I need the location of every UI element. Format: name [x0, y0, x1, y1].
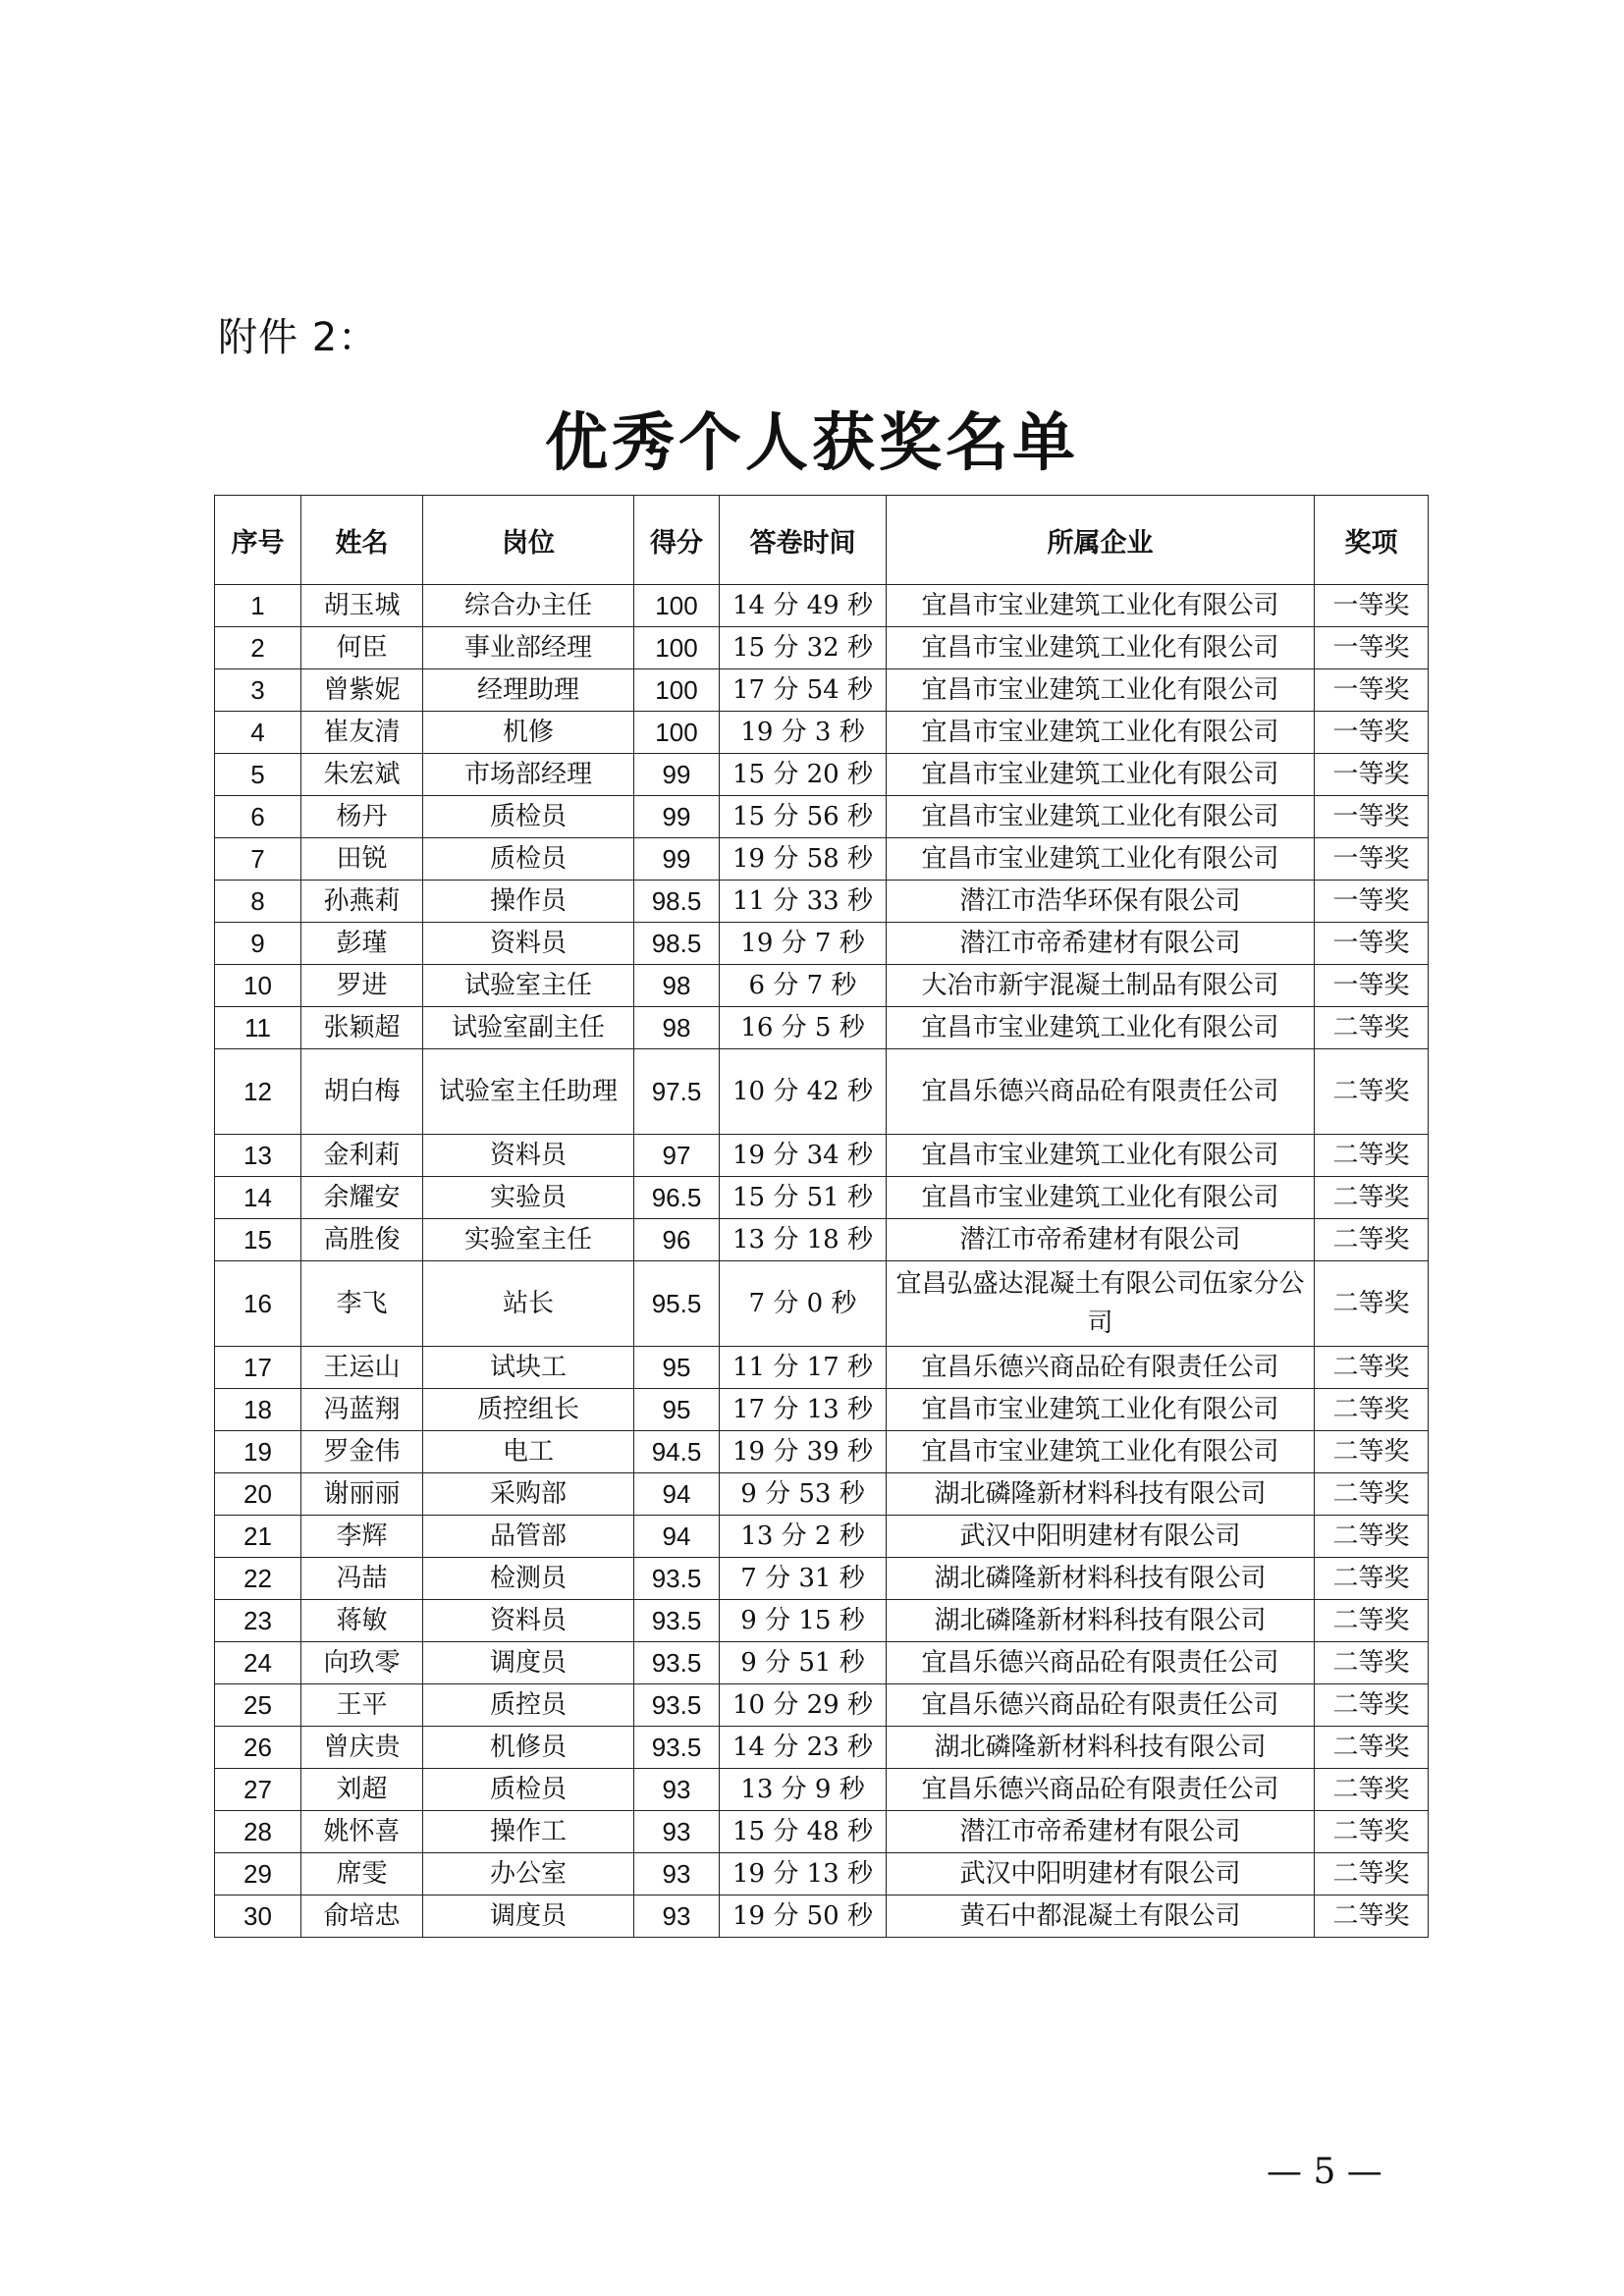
- table-row: [215, 712, 1429, 754]
- cell-index: 7: [215, 838, 301, 881]
- cell-time: 19 分 34 秒: [720, 1135, 887, 1177]
- cell-position: 操作工: [423, 1811, 634, 1853]
- table-row: [215, 1896, 1429, 1938]
- cell-award: 二等奖: [1315, 1896, 1429, 1938]
- cell-score: 98.5: [634, 881, 720, 923]
- cell-score: 94: [634, 1473, 720, 1516]
- cell-time: 10 分 42 秒: [720, 1049, 887, 1135]
- cell-position: 资料员: [423, 923, 634, 965]
- cell-score: 98: [634, 1007, 720, 1049]
- cell-position: 机修员: [423, 1727, 634, 1769]
- cell-name: 胡白梅: [301, 1049, 423, 1135]
- cell-index: 17: [215, 1347, 301, 1389]
- table-row: [215, 1853, 1429, 1896]
- cell-index: 21: [215, 1516, 301, 1558]
- cell-score: 94: [634, 1516, 720, 1558]
- cell-award: 二等奖: [1315, 1049, 1429, 1135]
- cell-award: 一等奖: [1315, 754, 1429, 796]
- cell-name: 谢丽丽: [301, 1473, 423, 1516]
- cell-score: 93: [634, 1896, 720, 1938]
- cell-index: 29: [215, 1853, 301, 1896]
- cell-company: 宜昌市宝业建筑工业化有限公司: [887, 796, 1315, 838]
- cell-time: 19 分 58 秒: [720, 838, 887, 881]
- cell-position: 事业部经理: [423, 627, 634, 669]
- cell-position: 调度员: [423, 1896, 634, 1938]
- cell-time: 19 分 13 秒: [720, 1853, 887, 1896]
- cell-score: 95.5: [634, 1261, 720, 1347]
- cell-index: 11: [215, 1007, 301, 1049]
- cell-time: 15 分 51 秒: [720, 1177, 887, 1219]
- cell-name: 张颖超: [301, 1007, 423, 1049]
- cell-score: 100: [634, 669, 720, 712]
- cell-time: 15 分 32 秒: [720, 627, 887, 669]
- cell-name: 向玖零: [301, 1642, 423, 1684]
- cell-name: 俞培忠: [301, 1896, 423, 1938]
- table-row: [215, 1811, 1429, 1853]
- cell-time: 15 分 48 秒: [720, 1811, 887, 1853]
- cell-company: 宜昌市宝业建筑工业化有限公司: [887, 838, 1315, 881]
- table-row: [215, 796, 1429, 838]
- cell-award: 一等奖: [1315, 838, 1429, 881]
- cell-position: 资料员: [423, 1600, 634, 1642]
- cell-award: 二等奖: [1315, 1347, 1429, 1389]
- cell-index: 30: [215, 1896, 301, 1938]
- cell-company: 潜江市帝希建材有限公司: [887, 923, 1315, 965]
- cell-name: 崔友清: [301, 712, 423, 754]
- cell-award: 二等奖: [1315, 1135, 1429, 1177]
- cell-index: 23: [215, 1600, 301, 1642]
- cell-company: 潜江市帝希建材有限公司: [887, 1811, 1315, 1853]
- cell-award: 二等奖: [1315, 1261, 1429, 1347]
- cell-index: 5: [215, 754, 301, 796]
- cell-score: 99: [634, 796, 720, 838]
- table-row: [215, 669, 1429, 712]
- cell-position: 资料员: [423, 1135, 634, 1177]
- table-row: [215, 881, 1429, 923]
- cell-award: 二等奖: [1315, 1007, 1429, 1049]
- cell-award: 二等奖: [1315, 1177, 1429, 1219]
- cell-time: 9 分 53 秒: [720, 1473, 887, 1516]
- cell-index: 22: [215, 1558, 301, 1600]
- cell-company: 湖北磷隆新材料科技有限公司: [887, 1558, 1315, 1600]
- table-row: [215, 1642, 1429, 1684]
- table-row: [215, 627, 1429, 669]
- table-row: [215, 1389, 1429, 1431]
- cell-award: 二等奖: [1315, 1219, 1429, 1261]
- table-row: [215, 965, 1429, 1007]
- cell-name: 田锐: [301, 838, 423, 881]
- cell-award: 二等奖: [1315, 1853, 1429, 1896]
- cell-score: 96: [634, 1219, 720, 1261]
- cell-score: 95: [634, 1389, 720, 1431]
- cell-time: 19 分 39 秒: [720, 1431, 887, 1473]
- cell-position: 试验室主任: [423, 965, 634, 1007]
- cell-company: 武汉中阳明建材有限公司: [887, 1516, 1315, 1558]
- cell-index: 1: [215, 585, 301, 627]
- table-row: [215, 1261, 1429, 1347]
- cell-score: 96.5: [634, 1177, 720, 1219]
- cell-index: 14: [215, 1177, 301, 1219]
- cell-award: 一等奖: [1315, 965, 1429, 1007]
- cell-position: 质控员: [423, 1684, 634, 1727]
- cell-score: 93: [634, 1853, 720, 1896]
- cell-award: 二等奖: [1315, 1389, 1429, 1431]
- cell-time: 17 分 13 秒: [720, 1389, 887, 1431]
- cell-position: 品管部: [423, 1516, 634, 1558]
- cell-company: 潜江市帝希建材有限公司: [887, 1219, 1315, 1261]
- cell-index: 27: [215, 1769, 301, 1811]
- cell-time: 15 分 56 秒: [720, 796, 887, 838]
- cell-index: 2: [215, 627, 301, 669]
- cell-score: 97: [634, 1135, 720, 1177]
- col-header-time: 答卷时间: [720, 496, 887, 585]
- cell-company: 宜昌市宝业建筑工业化有限公司: [887, 1135, 1315, 1177]
- attachment-label: 附件 2：: [218, 315, 379, 360]
- cell-score: 95: [634, 1347, 720, 1389]
- cell-score: 99: [634, 754, 720, 796]
- cell-award: 二等奖: [1315, 1727, 1429, 1769]
- cell-score: 100: [634, 585, 720, 627]
- table-row: [215, 1769, 1429, 1811]
- table-row: [215, 1219, 1429, 1261]
- table-row: [215, 1600, 1429, 1642]
- cell-index: 10: [215, 965, 301, 1007]
- cell-time: 19 分 7 秒: [720, 923, 887, 965]
- cell-time: 19 分 3 秒: [720, 712, 887, 754]
- cell-name: 金利莉: [301, 1135, 423, 1177]
- table-row: [215, 1049, 1429, 1135]
- cell-score: 93.5: [634, 1684, 720, 1727]
- cell-index: 4: [215, 712, 301, 754]
- cell-position: 质检员: [423, 838, 634, 881]
- cell-name: 李辉: [301, 1516, 423, 1558]
- table-row: [215, 1558, 1429, 1600]
- table-row: [215, 1516, 1429, 1558]
- col-header-award: 奖项: [1315, 496, 1429, 585]
- cell-score: 93.5: [634, 1558, 720, 1600]
- cell-score: 97.5: [634, 1049, 720, 1135]
- cell-index: 25: [215, 1684, 301, 1727]
- cell-score: 93: [634, 1769, 720, 1811]
- cell-position: 试块工: [423, 1347, 634, 1389]
- cell-position: 操作员: [423, 881, 634, 923]
- cell-company: 宜昌市宝业建筑工业化有限公司: [887, 1389, 1315, 1431]
- cell-company: 潜江市浩华环保有限公司: [887, 881, 1315, 923]
- cell-name: 孙燕莉: [301, 881, 423, 923]
- cell-name: 胡玉城: [301, 585, 423, 627]
- cell-time: 11 分 33 秒: [720, 881, 887, 923]
- cell-position: 检测员: [423, 1558, 634, 1600]
- cell-company: 宜昌弘盛达混凝土有限公司伍家分公司: [887, 1261, 1315, 1347]
- cell-index: 28: [215, 1811, 301, 1853]
- cell-index: 20: [215, 1473, 301, 1516]
- cell-award: 二等奖: [1315, 1642, 1429, 1684]
- cell-position: 市场部经理: [423, 754, 634, 796]
- cell-award: 一等奖: [1315, 881, 1429, 923]
- cell-award: 二等奖: [1315, 1516, 1429, 1558]
- cell-index: 15: [215, 1219, 301, 1261]
- cell-score: 98: [634, 965, 720, 1007]
- page-title: 优秀个人获奖名单: [545, 406, 1079, 480]
- cell-name: 姚怀喜: [301, 1811, 423, 1853]
- cell-company: 宜昌乐德兴商品砼有限责任公司: [887, 1684, 1315, 1727]
- cell-name: 杨丹: [301, 796, 423, 838]
- table-row: [215, 923, 1429, 965]
- cell-time: 16 分 5 秒: [720, 1007, 887, 1049]
- cell-name: 王平: [301, 1684, 423, 1727]
- cell-award: 二等奖: [1315, 1473, 1429, 1516]
- cell-index: 26: [215, 1727, 301, 1769]
- cell-company: 宜昌市宝业建筑工业化有限公司: [887, 585, 1315, 627]
- cell-award: 二等奖: [1315, 1431, 1429, 1473]
- cell-score: 94.5: [634, 1431, 720, 1473]
- cell-time: 6 分 7 秒: [720, 965, 887, 1007]
- cell-name: 席雯: [301, 1853, 423, 1896]
- table-row: [215, 1135, 1429, 1177]
- cell-name: 曾紫妮: [301, 669, 423, 712]
- cell-name: 冯喆: [301, 1558, 423, 1600]
- cell-time: 7 分 0 秒: [720, 1261, 887, 1347]
- cell-time: 13 分 2 秒: [720, 1516, 887, 1558]
- cell-time: 13 分 9 秒: [720, 1769, 887, 1811]
- cell-index: 3: [215, 669, 301, 712]
- cell-name: 余耀安: [301, 1177, 423, 1219]
- cell-time: 9 分 15 秒: [720, 1600, 887, 1642]
- table-row: [215, 1177, 1429, 1219]
- cell-company: 宜昌乐德兴商品砼有限责任公司: [887, 1347, 1315, 1389]
- table-row: [215, 1347, 1429, 1389]
- cell-time: 11 分 17 秒: [720, 1347, 887, 1389]
- cell-index: 12: [215, 1049, 301, 1135]
- table-row: [215, 1007, 1429, 1049]
- cell-company: 宜昌乐德兴商品砼有限责任公司: [887, 1049, 1315, 1135]
- cell-award: 二等奖: [1315, 1684, 1429, 1727]
- cell-position: 质控组长: [423, 1389, 634, 1431]
- col-header-score: 得分: [634, 496, 720, 585]
- cell-name: 曾庆贵: [301, 1727, 423, 1769]
- cell-score: 93.5: [634, 1642, 720, 1684]
- cell-name: 冯蓝翔: [301, 1389, 423, 1431]
- cell-position: 试验室主任助理: [423, 1049, 634, 1135]
- cell-score: 93.5: [634, 1727, 720, 1769]
- cell-award: 二等奖: [1315, 1811, 1429, 1853]
- cell-position: 实验员: [423, 1177, 634, 1219]
- table-row: [215, 838, 1429, 881]
- cell-company: 湖北磷隆新材料科技有限公司: [887, 1600, 1315, 1642]
- cell-company: 宜昌市宝业建筑工业化有限公司: [887, 627, 1315, 669]
- cell-position: 机修: [423, 712, 634, 754]
- cell-time: 13 分 18 秒: [720, 1219, 887, 1261]
- table-row: [215, 1431, 1429, 1473]
- cell-position: 站长: [423, 1261, 634, 1347]
- cell-index: 18: [215, 1389, 301, 1431]
- cell-award: 一等奖: [1315, 585, 1429, 627]
- table-row: [215, 1727, 1429, 1769]
- cell-company: 大冶市新宇混凝土制品有限公司: [887, 965, 1315, 1007]
- cell-name: 刘超: [301, 1769, 423, 1811]
- award-table: [214, 495, 1429, 1938]
- cell-time: 9 分 51 秒: [720, 1642, 887, 1684]
- table-row: [215, 1473, 1429, 1516]
- cell-name: 高胜俊: [301, 1219, 423, 1261]
- cell-position: 质检员: [423, 796, 634, 838]
- cell-company: 黄石中都混凝土有限公司: [887, 1896, 1315, 1938]
- cell-time: 19 分 50 秒: [720, 1896, 887, 1938]
- col-header-company: 所属企业: [887, 496, 1315, 585]
- cell-index: 8: [215, 881, 301, 923]
- cell-company: 宜昌市宝业建筑工业化有限公司: [887, 1007, 1315, 1049]
- cell-score: 100: [634, 627, 720, 669]
- cell-position: 采购部: [423, 1473, 634, 1516]
- cell-award: 一等奖: [1315, 627, 1429, 669]
- col-header-index: 序号: [215, 496, 301, 585]
- cell-award: 一等奖: [1315, 669, 1429, 712]
- cell-position: 经理助理: [423, 669, 634, 712]
- cell-company: 武汉中阳明建材有限公司: [887, 1853, 1315, 1896]
- cell-award: 一等奖: [1315, 923, 1429, 965]
- cell-award: 一等奖: [1315, 796, 1429, 838]
- cell-position: 电工: [423, 1431, 634, 1473]
- cell-company: 湖北磷隆新材料科技有限公司: [887, 1473, 1315, 1516]
- cell-time: 14 分 49 秒: [720, 585, 887, 627]
- cell-index: 6: [215, 796, 301, 838]
- cell-company: 宜昌市宝业建筑工业化有限公司: [887, 1431, 1315, 1473]
- cell-name: 罗进: [301, 965, 423, 1007]
- cell-company: 宜昌市宝业建筑工业化有限公司: [887, 754, 1315, 796]
- cell-score: 100: [634, 712, 720, 754]
- cell-position: 办公室: [423, 1853, 634, 1896]
- cell-position: 试验室副主任: [423, 1007, 634, 1049]
- cell-index: 24: [215, 1642, 301, 1684]
- cell-name: 何臣: [301, 627, 423, 669]
- cell-company: 宜昌乐德兴商品砼有限责任公司: [887, 1642, 1315, 1684]
- col-header-position: 岗位: [423, 496, 634, 585]
- cell-name: 王运山: [301, 1347, 423, 1389]
- cell-position: 质检员: [423, 1769, 634, 1811]
- cell-position: 调度员: [423, 1642, 634, 1684]
- cell-award: 一等奖: [1315, 712, 1429, 754]
- cell-score: 99: [634, 838, 720, 881]
- cell-time: 17 分 54 秒: [720, 669, 887, 712]
- cell-award: 二等奖: [1315, 1600, 1429, 1642]
- cell-score: 93.5: [634, 1600, 720, 1642]
- table-header-row: [215, 496, 1429, 585]
- cell-company: 宜昌乐德兴商品砼有限责任公司: [887, 1769, 1315, 1811]
- table-row: [215, 754, 1429, 796]
- cell-index: 13: [215, 1135, 301, 1177]
- cell-award: 二等奖: [1315, 1769, 1429, 1811]
- cell-company: 宜昌市宝业建筑工业化有限公司: [887, 712, 1315, 754]
- col-header-name: 姓名: [301, 496, 423, 585]
- cell-company: 宜昌市宝业建筑工业化有限公司: [887, 669, 1315, 712]
- cell-time: 7 分 31 秒: [720, 1558, 887, 1600]
- cell-index: 9: [215, 923, 301, 965]
- cell-time: 10 分 29 秒: [720, 1684, 887, 1727]
- cell-score: 98.5: [634, 923, 720, 965]
- cell-company: 湖北磷隆新材料科技有限公司: [887, 1727, 1315, 1769]
- cell-name: 朱宏斌: [301, 754, 423, 796]
- cell-name: 李飞: [301, 1261, 423, 1347]
- table-body: [215, 585, 1429, 1938]
- cell-name: 罗金伟: [301, 1431, 423, 1473]
- cell-score: 93: [634, 1811, 720, 1853]
- cell-name: 彭瑾: [301, 923, 423, 965]
- cell-position: 实验室主任: [423, 1219, 634, 1261]
- cell-index: 16: [215, 1261, 301, 1347]
- cell-award: 二等奖: [1315, 1558, 1429, 1600]
- cell-time: 14 分 23 秒: [720, 1727, 887, 1769]
- cell-position: 综合办主任: [423, 585, 634, 627]
- cell-time: 15 分 20 秒: [720, 754, 887, 796]
- cell-company: 宜昌市宝业建筑工业化有限公司: [887, 1177, 1315, 1219]
- table-row: [215, 1684, 1429, 1727]
- table-row: [215, 585, 1429, 627]
- cell-index: 19: [215, 1431, 301, 1473]
- cell-name: 蒋敏: [301, 1600, 423, 1642]
- page-number: — 5 —: [1267, 2152, 1382, 2192]
